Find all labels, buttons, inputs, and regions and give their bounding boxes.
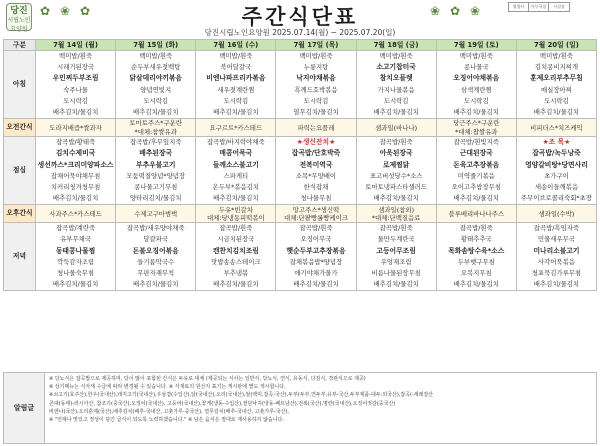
meal-cell [116,137,196,205]
menu-item: 한식잡채 [303,182,329,191]
menu-item: 배추김치/물김치 [533,280,580,289]
menu-item: 잡채볶음밥*양념장 [289,257,343,266]
menu-item: 들기름막국수 [137,257,175,266]
menu-item: 잡곡밥/흰빛지죽 [453,138,499,147]
meal-cell [436,119,516,137]
meal-cell [196,205,276,223]
day-header-row [4,40,597,51]
menu-item: 물만두계란국 [377,235,415,244]
meal-cell [196,119,276,137]
menu-item: 잡곡밥/흰죽 [379,138,413,147]
menu-item: *대체:참쌀유과 [134,127,177,136]
menu-item: 도시락김 [303,96,329,105]
menu-item: 잡곡밥/흰죽 [219,224,253,233]
meal-label: 오후간식 [4,205,36,223]
plant-decoration-icon: ✿ [40,4,51,18]
menu-item: 세송이들깨볶음 [534,182,579,191]
menu-item: 낙지야채볶음 [296,74,336,83]
menu-item: 오징어야채볶음 [453,74,500,83]
menu-item: 배추김치/물김치 [533,107,580,116]
menu-item: 비피더스*치즈케익 [530,123,583,132]
menu-item: 샘과일(참외) [378,205,415,214]
page-title: 주간식단표 [241,5,359,29]
menu-item: 잡곡밥/황태죽 [55,138,96,147]
menu-item: 잡곡밥/흰죽 [379,224,413,233]
menu-item: 오징어무국 [300,235,332,244]
menu-item: 도시락김 [63,96,88,105]
menu-item: 돈육고추장볶음 [453,160,500,169]
notice-line: ※ 당뇨식은 잡곡밥으로 제공하며, 당이 많이 포함된 간식은 두유로 대체 (제공되는 식사는 일반식, 당뇨식, 연식, 유동식, 다짐식, 경관식으로 제공) [49,376,366,382]
meal-cell [516,223,596,291]
menu-item: 유부무채국 [60,235,91,244]
menu-item: 배추김치/물김치 [133,280,179,289]
plant-decoration-icon: ❀ [430,4,441,18]
menu-item: 시금치된장국 [217,235,255,244]
meal-cell [436,137,516,205]
menu-item: 들깨소스불고기 [212,160,259,169]
menu-item: 잡곡밥/후무잎지죽 [129,138,182,147]
meal-cell [356,137,436,205]
menu-item: 햇순두부고추장볶음 [286,246,346,255]
menu-item: 애기야채가물가 [294,269,338,277]
day-header: 7월 15일 (화) [116,40,196,51]
notice-line: ※쇠고기(호주산),한우(국내산),돼지고기(국내산),우삼겹(수입산),닭(국내산),오리(국내산),쌀(백미,잡곡-국산),두부(두부,연두부,유부-국산,두부제품-대두:외국산),잡곡(-세레잘산 [49,392,434,399]
meal-cell [356,119,436,137]
menu-item: 도라지배즙*쌀과자 [49,123,102,132]
meal-cell [356,205,436,223]
approval-cell: 사무국장 [529,3,549,11]
meal-cell [196,223,276,291]
menu-item: 초가구이 [544,171,569,180]
menu-item: 시래기된장국 [57,63,95,72]
menu-item: 깍둑감자조림 [57,257,95,266]
menu-item: 전복미역국 [299,160,333,169]
menu-item: 캔찬치김치조림 [212,246,259,255]
menu-item: 돈불오징어볶음 [132,246,179,255]
page-subtitle: 당진시립노인요양원 2025.07.14(월) ~ 2025.07.20(일) [204,28,396,37]
day-header: 7월 14일 (월) [36,40,116,51]
plant-decoration-icon: ❀ [60,4,71,18]
meal-row [4,51,597,119]
menu-item: 양념연빛지 [140,85,172,94]
meal-cell [276,205,356,223]
menu-item: 배추김치/물김치 [373,280,419,289]
plant-decoration-icon: ✿ [80,4,91,18]
menu-item: 도시락김 [223,96,249,105]
meal-cell [196,51,276,119]
meal-label: 아침 [4,51,36,119]
meal-label: 오전간식 [4,119,36,137]
meal-row [4,119,597,137]
menu-item: 맛밥송송스테이크 [211,257,261,266]
menu-item: 대체:단팥빵롤빵케이크 [284,214,348,222]
approval-box [508,2,570,12]
menu-item: 근대된장국 [459,149,493,158]
menu-item: 백미밥/흰죽 [59,52,93,60]
meal-cell [276,51,356,119]
menu-item: 잡곡밥/바지락야채죽 [206,138,265,147]
menu-item: 잡곡밥/단호박죽 [291,149,341,158]
menu-item: 온두부*볶음김치 [212,182,260,191]
meal-cell [196,137,276,205]
menu-item: 닭살데리야끼볶음 [129,74,182,83]
menu-item: 잡곡밥/녹두낭죽 [532,149,581,158]
notice-body [45,373,596,443]
menu-item: 잡곡밥/흰죽 [459,224,493,233]
menu-item: 아욱된장국 [379,149,413,158]
meal-cell [116,223,196,291]
meal-label: 저녁 [4,223,36,291]
menu-item: 소목*무양배이 [295,171,337,180]
menu-item: 배추김치/물김치 [52,107,99,116]
meal-cell [356,51,436,119]
menu-item: 잡곡밥/계란죽 [55,224,96,233]
menu-item: 백미밥/흰죽 [459,52,493,60]
menu-item: ★조 목★ [542,138,571,147]
notice-line: 콘대(동태)-러시아산, 참조기(중국산),오징어(국내산), 고등어(국내산),꽃게(냉동-수입산),절단낙지(냉동-베트남산),전복(국산),명란(국내산),오징어젓갈(중국산) [49,400,396,407]
menu-item: *대체:단백질음료 [371,214,421,222]
meal-cell [276,223,356,291]
menu-item: 배추김치/물김치 [52,280,99,289]
menu-item: ★생신잔치★ [296,138,336,147]
meal-cell [516,119,596,137]
meal-cell [116,205,196,223]
meal-cell [36,119,116,137]
menu-item: 배추김치/물김치 [213,194,259,203]
day-header: 7월 20일 (일) [516,40,596,51]
day-header: 7월 19일 (토) [436,40,516,51]
menu-item: 치커리청겨청무침 [50,182,101,191]
menu-item: 두부햇구무침 [457,257,495,266]
day-header: 7월 17일 (목) [276,40,356,51]
meal-cell [36,223,116,291]
menu-item: 달걀파국 [143,235,169,244]
menu-item: 도시락김 [463,96,489,105]
day-header: 7월 16일 (수) [196,40,276,51]
menu-item: 모둠떡질양념*양념장 [126,171,186,180]
day-header: 7월 18일 (금) [356,40,436,51]
menu-item: 미나리소불고기 [533,246,580,255]
menu-item: 김치콩비지찌개 [534,63,579,72]
meal-cell [36,205,116,223]
menu-item: 동태콩나물찜 [55,246,96,255]
menu-item: 잡곡밥/새우양야채죽 [126,224,185,233]
meal-cell [436,205,516,223]
menu-item: 비름나물된장무침 [371,269,421,277]
menu-item: 배추김치/물김치 [453,194,499,203]
menu-item: 부추우불고기 [136,160,176,169]
menu-item: 청포묵김가루무침 [531,269,582,277]
menu-item: 매콤어묵국 [219,149,253,158]
meal-cell [116,119,196,137]
approval-cell: 영양사 [509,3,529,11]
menu-item: 생선까스*크리미양파소스 [37,160,114,169]
meal-row [4,137,597,205]
menu-item: 순두부새우젓백탕 [131,63,181,72]
menu-item: 민물새우무국 [537,235,575,244]
meal-row [4,223,597,291]
menu-item: 흑깨드호박볶음 [294,85,338,94]
menu-item: 토마토냉파스타샐러드 [365,182,427,191]
menu-item: 스파게티 [223,171,249,180]
menu-item: 대체:당냉동피떡볶이 [206,214,265,222]
menu-item: 블루베리바나나주스 [448,209,505,218]
menu-item: 황태추추국 [460,235,492,244]
header [0,0,600,38]
meal-label: 점심 [4,137,36,205]
plant-decoration-icon: ❀ [470,4,481,18]
menu-item: 미역줄기볶음 [457,171,495,180]
meal-row [4,205,597,223]
menu-item: 삼색계란찜 [460,85,492,94]
menu-item: 배추김치/물김치 [453,107,499,116]
notice-line: 비엔나(국산),오리훈제(국산),배추김치(배추-국내산, 고춧가루-중국산), 열무김치(배추-국내산, 고춧가루-국산), [49,408,289,415]
meal-cell [276,137,356,205]
menu-item: 부추냉볶 [223,269,249,277]
menu-item: 토마토주스*구운란 [129,119,182,128]
menu-item: 망고주스*생신떡 [292,205,340,214]
menu-item: 로제찜닭 [383,160,410,169]
menu-item: 백미밥/흰죽 [139,52,173,60]
menu-item: 도시락김 [544,96,569,105]
meal-cell [116,51,196,119]
menu-item: 도시락김 [383,96,409,105]
menu-item: 샘과일(수박) [538,209,575,218]
meal-cell [36,51,116,119]
menu-item: 매실장아찌 [540,85,572,94]
notice-section [3,372,597,444]
notice-line: ※ "언제나 맛있고 정성이 담긴 급식이 되도록 노력하겠습니다." ※ 남은 음식은 절대로 재사용하지 않습니다. [49,417,284,424]
meal-cell [36,137,116,205]
meal-table [3,39,597,291]
menu-item: 도시락김 [143,96,169,105]
menu-item: 배추김치/물김치 [213,280,259,289]
menu-item: 백미밥/흰죽 [219,52,253,60]
menu-item: 숙주나물 [63,85,88,94]
menu-item: 요구르트*카스테드 [209,123,263,132]
menu-item: 우민찌두부조림 [52,74,99,83]
corner-header: 구분 [4,40,36,51]
menu-item: 김치수제비국 [55,149,96,158]
meal-cell [436,51,516,119]
menu-item: 배추김치/물김치 [52,194,99,203]
menu-item: 사과주스*카스테드 [49,209,102,218]
menu-item: 오이고추쌈장무침 [451,182,501,191]
menu-item: 고등어무조림 [376,246,416,255]
menu-item: 오복지무침 [460,269,492,277]
meal-cell [516,205,596,223]
menu-item: 배추김치/물김치 [213,107,259,116]
menu-item: 무판자재무칙 [137,269,175,277]
menu-item: 콩나물국 [463,63,489,72]
approval-cell: 시설장 [553,4,565,9]
menu-item: 백미밥/흰죽 [539,52,573,60]
menu-item: 두유*빈갈차 [218,205,253,214]
menu-item: 배추김치/물김치 [373,194,419,203]
menu-item: 배추김치/물김치 [293,280,339,289]
menu-item: 당근주스*구운란 [453,119,500,128]
menu-item: 백미밥/흰죽 [299,52,333,60]
menu-item: 청나물숙무침 [57,269,95,277]
meal-cell [516,51,596,119]
menu-item: 잡채어묵야채무침 [50,171,101,180]
menu-item: 우엉재조림 [380,257,412,266]
menu-item: 누룽지탕 [303,63,329,72]
menu-item: 표고버섯당수*소스 [369,171,423,180]
menu-item: 주무이브로콜리숙회*초장 [520,194,592,203]
menu-item: 사각어묵볶음 [537,257,575,266]
menu-item: 소고기찹터국 [376,63,416,72]
menu-item: 콩나물고기무침 [134,182,178,191]
meal-cell [276,119,356,137]
logo: 당진 시립노인 요양원 [6,3,32,31]
menu-item: 열무김치/물김치 [293,107,339,116]
menu-item: 잡곡밥/흑임자죽 [533,224,580,233]
menu-item: 양타리김치/물김치 [129,194,182,203]
menu-item: 배추김치/물김치 [453,280,499,289]
menu-item: 훈제오리부추무침 [530,74,583,83]
menu-item: 참치오믈렛 [379,74,413,83]
meal-cell [356,223,436,291]
menu-item: 청나물무침 [300,194,332,203]
menu-item: 파릭는요플레 [297,123,335,132]
notice-label: 알림글 [4,373,45,443]
meal-cell [516,137,596,205]
menu-item: 백미밥/흰죽 [379,52,413,60]
menu-item: 잡곡밥/흰죽 [299,224,333,233]
menu-item: 샘과일(바나나) [375,123,418,132]
menu-item: 영양갈비탕*당면사리 [525,160,588,169]
menu-item: 배추김치/물김치 [133,107,179,116]
notice-line: ※ 상기메뉴는 식자재 수급에 따라 변경될 수 있습니다. ※ 식재료의 원산지 표기는 게시판에 별도 게시합니다. [49,384,286,391]
meal-cell [436,223,516,291]
menu-item: 북어달걀국 [220,63,252,72]
menu-item: 비엔나파프리카볶음 [206,74,266,83]
menu-item: 배추김치/물김치 [373,107,419,116]
menu-item: *대체:찹쌀유과 [455,127,498,136]
plant-decoration-icon: ✿ [450,4,461,18]
menu-item: 새우젓계란찜 [217,85,255,94]
menu-item: 가지나물볶음 [377,85,415,94]
menu-item: 목화솜탕수육*소스 [448,246,505,255]
menu-item: 배추된장국 [139,149,173,158]
menu-item: 수제고구마범벅 [134,209,178,218]
